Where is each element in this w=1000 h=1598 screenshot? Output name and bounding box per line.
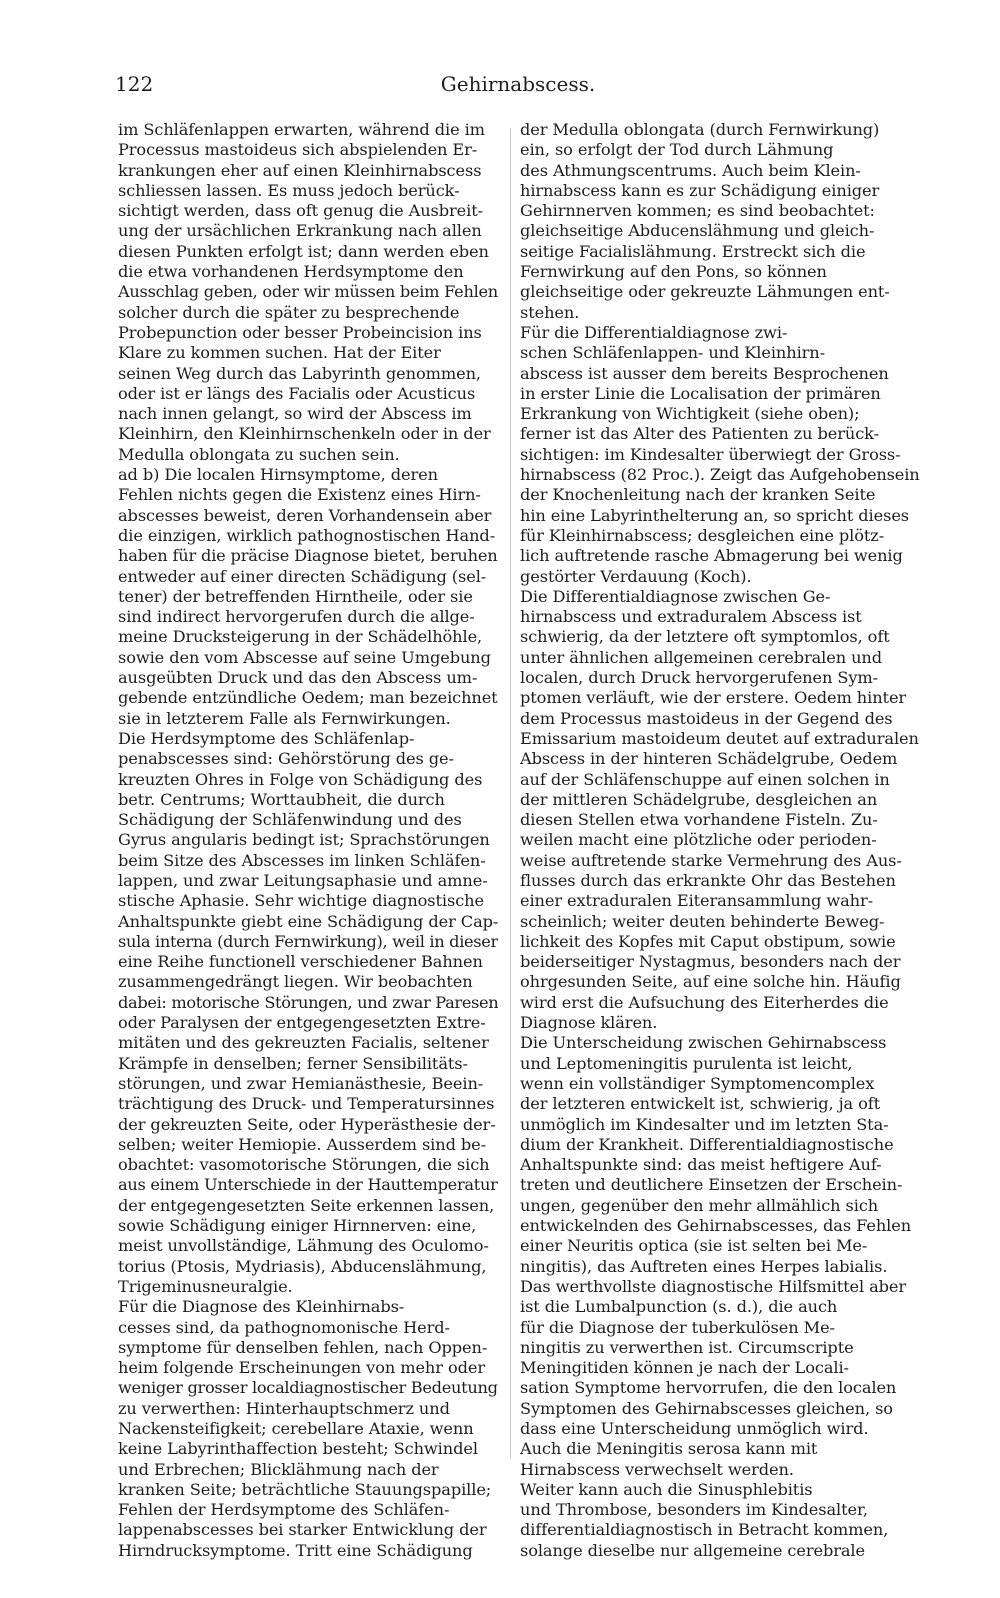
- text-line: Für die Differentialdiagnose zwi-: [520, 322, 788, 342]
- text-line: des Athmungscentrums. Auch beim Klein-: [520, 160, 861, 180]
- text-line: einer extraduralen Eiteransammlung wahr-: [520, 891, 873, 911]
- text-line: die einzigen, wirklich pathognostischen Hand-: [118, 525, 496, 545]
- text-line: Emissarium mastoideum deutet auf extraduralen: [520, 728, 919, 748]
- text-line: der Knochenleitung nach der kranken Seite: [520, 485, 876, 505]
- text-line: oder ist er längs des Facialis oder Acusticus: [118, 383, 476, 403]
- text-line: hirnabscess kann es zur Schädigung einiger: [520, 180, 880, 200]
- text-line: sowie Schädigung einiger Hirnnerven: eine,: [118, 1216, 477, 1236]
- text-line: sation Symptome hervorrufen, die den localen: [520, 1378, 897, 1398]
- text-line: ungen, gegenüber den mehr allmählich sich: [520, 1195, 879, 1215]
- text-line: dass eine Unterscheidung unmöglich wird.: [520, 1419, 869, 1438]
- text-line: selben; weiter Hemiopie. Ausserdem sind be-: [118, 1134, 487, 1154]
- text-line: symptome für denselben fehlen, nach Oppen-: [118, 1337, 488, 1357]
- text-line: sind indirect hervorgerufen durch die allge-: [118, 607, 475, 627]
- text-line: Abscess in der hinteren Schädelgrube, Oedem: [520, 749, 898, 769]
- text-line: stische Aphasie. Sehr wichtige diagnostische: [118, 891, 484, 911]
- text-line: sichtigen: im Kindesalter überwiegt der Gross-: [520, 444, 901, 464]
- text-line: in erster Linie die Localisation der primären: [520, 383, 881, 403]
- text-line: ausgeübten Druck und das den Abscess um-: [118, 668, 478, 688]
- page-header: [115, 72, 921, 108]
- text-line: Fehlen nichts gegen die Existenz eines Hirn-: [118, 485, 481, 505]
- text-line: Erkrankung von Wichtigkeit (siehe oben);: [520, 404, 860, 424]
- text-line: beim Sitze des Abscesses im linken Schläfen-: [118, 850, 486, 870]
- text-line: Gehirnnerven kommen; es sind beobachtet:: [520, 201, 875, 221]
- text-line: weniger grosser localdiagnostischer Bedeutung: [118, 1378, 498, 1398]
- text-line: Probepunction oder besser Probeincision ins: [118, 322, 482, 342]
- text-line: unmöglich im Kindesalter und im letzten Sta-: [520, 1114, 889, 1134]
- text-line: ung der ursächlichen Erkrankung nach allen: [118, 221, 482, 241]
- text-line: wird erst die Aufsuchung des Eiterherdes die: [520, 992, 889, 1012]
- text-line: der Medulla oblongata (durch Fernwirkung): [520, 120, 880, 139]
- text-line: sie in letzterem Falle als Fernwirkungen.: [118, 708, 451, 728]
- text-line: cesses sind, da pathognomonische Herd-: [118, 1317, 450, 1337]
- text-line: differentialdiagnostisch in Betracht kommen,: [520, 1520, 889, 1540]
- text-line: tener) der betreffenden Hirntheile, oder sie: [118, 586, 473, 606]
- text-line: kranken Seite; beträchtliche Stauungspapille;: [118, 1479, 492, 1499]
- text-line: Hirnabscess verwechselt werden.: [520, 1459, 794, 1479]
- text-line: der mittleren Schädelgrube, desgleichen an: [520, 789, 878, 809]
- text-line: sichtigt werden, dass oft genug die Ausbreit-: [118, 201, 483, 221]
- text-line: Medulla oblongata zu suchen sein.: [118, 444, 400, 464]
- text-line: Die Differentialdiagnose zwischen Ge-: [520, 586, 831, 606]
- text-line: ptomen verläuft, wie der erstere. Oedem hinter: [520, 688, 907, 708]
- text-line: Hirndrucksymptome. Tritt eine Schädigung: [118, 1540, 473, 1560]
- text-line: und Erbrechen; Blicklähmung nach der: [118, 1459, 439, 1479]
- text-line: beiderseitiger Nystagmus, besonders nach der: [520, 952, 901, 972]
- text-line: für Kleinhirnabscess; desgleichen eine plötz-: [520, 525, 885, 545]
- text-line: weise auftretende starke Vermehrung des Aus-: [520, 850, 902, 870]
- text-line: dabei: motorische Störungen, und zwar Paresen: [118, 992, 498, 1012]
- text-line: Diagnose klären.: [520, 1013, 658, 1033]
- text-line: obachtet: vasomotorische Störungen, die sich: [118, 1155, 490, 1175]
- text-line: Die Herdsymptome des Schläfenlap-: [118, 728, 415, 748]
- text-line: Ausschlag geben, oder wir müssen beim Fehlen: [118, 282, 498, 302]
- text-line: Schädigung der Schläfenwindung und des: [118, 810, 462, 830]
- text-line: Processus mastoideus sich abspielenden Er-: [118, 140, 478, 160]
- text-line: diesen Stellen etwa vorhandene Fisteln. Zu-: [520, 810, 878, 830]
- text-line: ferner ist das Alter des Patienten zu berück-: [520, 424, 879, 444]
- text-line: Fernwirkung auf den Pons, so können: [520, 262, 827, 282]
- text-line: Auch die Meningitis serosa kann mit: [520, 1439, 818, 1459]
- text-line: treten und deutlichere Einsetzen der Erschein-: [520, 1175, 903, 1195]
- text-line: und Thrombose, besonders im Kindesalter,: [520, 1500, 868, 1520]
- text-line: mitäten und des gekreuzten Facialis, seltener: [118, 1033, 489, 1053]
- text-line: gleichseitige Abducenslähmung und gleich-: [520, 221, 875, 241]
- text-line: für die Diagnose der tuberkulösen Me-: [520, 1317, 835, 1337]
- text-line: keine Labyrinthaffection besteht; Schwindel: [118, 1439, 478, 1459]
- text-line: lich auftretende rasche Abmagerung bei wenig: [520, 546, 903, 566]
- text-line: schen Schläfenlappen- und Kleinhirn-: [520, 343, 825, 363]
- text-line: meist unvollständige, Lähmung des Oculomo-: [118, 1236, 489, 1256]
- text-line: oder Paralysen der entgegengesetzten Extre-: [118, 1013, 486, 1033]
- text-line: Anhaltspunkte sind: das meist heftigere Auf-: [520, 1155, 882, 1175]
- text-line: torius (Ptosis, Mydriasis), Abducenslähmung,: [118, 1256, 487, 1276]
- text-line: eine Reihe functionell verschiedener Bahnen: [118, 952, 483, 972]
- text-line: lichkeit des Kopfes mit Caput obstipum, sowie: [520, 931, 896, 951]
- text-line: aus einem Unterschiede in der Hauttemperatur: [118, 1175, 498, 1195]
- text-line: ningitis zu verwerthen ist. Circumscripte: [520, 1337, 854, 1357]
- text-line: abscess ist ausser dem bereits Besprochenen: [520, 363, 889, 383]
- text-line: hirnabscess und extraduralem Abscess ist: [520, 607, 862, 627]
- text-line: lappen, und zwar Leitungsaphasie und amne-: [118, 870, 488, 890]
- text-line: haben für die präcise Diagnose bietet, beruhen: [118, 546, 498, 566]
- text-line: zusammengedrängt liegen. Wir beobachten: [118, 972, 473, 992]
- text-line: hirnabscess (82 Proc.). Zeigt das Aufgehobensein: [520, 465, 920, 485]
- text-line: zu verwerthen: Hinterhauptschmerz und: [118, 1398, 450, 1418]
- text-line: Kleinhirn, den Kleinhirnschenkeln oder in der: [118, 424, 491, 444]
- text-line: hin eine Labyrinthelterung an, so spricht dieses: [520, 505, 910, 525]
- text-line: Krämpfe in denselben; ferner Sensibilitäts-: [118, 1053, 468, 1073]
- text-line: im Schläfenlappen erwarten, während die im: [118, 120, 485, 139]
- text-line: Fehlen der Herdsymptome des Schläfen-: [118, 1500, 450, 1520]
- running-title: Gehirnabscess.: [440, 72, 596, 96]
- text-line: scheinlich; weiter deuten behinderte Beweg-: [520, 911, 885, 931]
- text-line: weilen macht eine plötzliche oder perioden-: [520, 830, 877, 850]
- text-line: nach innen gelangt, so wird der Abscess im: [118, 404, 472, 424]
- text-line: seinen Weg durch das Labyrinth genommen,: [118, 363, 481, 383]
- text-line: sowie den vom Abscesse auf seine Umgebung: [118, 647, 491, 667]
- text-line: stehen.: [520, 302, 580, 322]
- text-line: localen, durch Druck hervorgerufenen Sym-: [520, 668, 879, 688]
- page-number: 122: [115, 72, 154, 96]
- text-line: flusses durch das erkrankte Ohr das Bestehen: [520, 870, 896, 890]
- text-line: Die Unterscheidung zwischen Gehirnabscess: [520, 1033, 887, 1053]
- text-line: ist die Lumbalpunction (s. d.), die auch: [520, 1297, 838, 1317]
- text-line: seitige Facialislähmung. Erstreckt sich die: [520, 241, 866, 261]
- text-line: Symptomen des Gehirnabscesses gleichen, so: [520, 1398, 893, 1418]
- text-line: Meningitiden können je nach der Locali-: [520, 1358, 849, 1378]
- text-line: und Leptomeningitis purulenta ist leicht,: [520, 1053, 853, 1073]
- text-line: die etwa vorhandenen Herdsymptome den: [118, 262, 464, 282]
- text-line: der letzteren entwickelt ist, schwierig, ja oft: [520, 1094, 881, 1114]
- text-line: der entgegengesetzten Seite erkennen lassen,: [118, 1195, 495, 1215]
- text-line: störungen, und zwar Hemianästhesie, Beein-: [118, 1073, 484, 1093]
- text-line: wenn ein vollständiger Symptomencomplex: [520, 1073, 875, 1093]
- text-line: solcher durch die später zu besprechende: [118, 302, 460, 322]
- text-line: Nackensteifigkeit; cerebellare Ataxie, wenn: [118, 1419, 474, 1438]
- text-line: gebende entzündliche Oedem; man bezeichnet: [118, 688, 498, 708]
- text-line: betr. Centrums; Worttaubheit, die durch: [118, 789, 445, 809]
- text-line: dem Processus mastoideus in der Gegend des: [520, 708, 893, 728]
- text-line: diesen Punkten erfolgt ist; dann werden eben: [118, 241, 489, 261]
- text-line: Das werthvollste diagnostische Hilfsmittel aber: [520, 1276, 907, 1296]
- text-line: penabscesses sind: Gehörstörung des ge-: [118, 749, 454, 769]
- text-line: meine Drucksteigerung in der Schädelhöhle,: [118, 627, 483, 647]
- text-line: ad b) Die localen Hirnsymptome, deren: [118, 465, 438, 485]
- text-line: kreuzten Ohres in Folge von Schädigung des: [118, 769, 483, 789]
- text-line: Anhaltspunkte giebt eine Schädigung der Cap-: [118, 911, 498, 931]
- text-line: Trigeminusneuralgie.: [118, 1276, 293, 1296]
- text-line: ningitis), das Auftreten eines Herpes labialis.: [520, 1256, 888, 1276]
- text-line: schliessen lassen. Es muss jedoch berück-: [118, 180, 460, 200]
- text-line: sula interna (durch Fernwirkung), weil in dieser: [118, 931, 498, 951]
- text-line: Weiter kann auch die Sinusphlebitis: [520, 1479, 813, 1499]
- text-line: ein, so erfolgt der Tod durch Lähmung: [520, 140, 834, 160]
- column-rule: [510, 128, 511, 1458]
- text-line: gestörter Verdauung (Koch).: [520, 566, 752, 586]
- text-line: lappenabscesses bei starker Entwicklung der: [118, 1520, 487, 1540]
- text-line: der gekreuzten Seite, oder Hyperästhesie der-: [118, 1114, 496, 1134]
- text-line: entweder auf einer directen Schädigung (sel-: [118, 566, 487, 586]
- text-line: abscesses beweist, deren Vorhandensein aber: [118, 505, 492, 525]
- text-line: trächtigung des Druck- und Temperatursinnes: [118, 1094, 495, 1114]
- text-line: einer Neuritis optica (sie ist selten bei Me-: [520, 1236, 868, 1256]
- text-line: schwierig, da der letztere oft symptomlos, oft: [520, 627, 890, 647]
- text-line: unter ähnlichen allgemeinen cerebralen und: [520, 647, 883, 667]
- text-line: heim folgende Erscheinungen von mehr oder: [118, 1358, 485, 1378]
- text-line: ohrgesunden Seite, auf eine solche hin. Häufig: [520, 972, 901, 992]
- text-line: gleichseitige oder gekreuzte Lähmungen ent-: [520, 282, 890, 302]
- text-line: Für die Diagnose des Kleinhirnabs-: [118, 1297, 405, 1317]
- right-column: [520, 120, 920, 1570]
- text-line: auf der Schläfenschuppe auf einen solchen in: [520, 769, 890, 789]
- text-line: Gyrus angularis bedingt ist; Sprachstörungen: [118, 830, 490, 850]
- text-line: Klare zu kommen suchen. Hat der Eiter: [118, 343, 441, 363]
- text-line: entwickelnden des Gehirnabscesses, das Fehlen: [520, 1216, 912, 1236]
- text-line: krankungen eher auf einen Kleinhirnabscess: [118, 160, 482, 180]
- text-line: dium der Krankheit. Differentialdiagnostische: [520, 1134, 894, 1154]
- text-line: solange dieselbe nur allgemeine cerebrale: [520, 1540, 865, 1560]
- left-column: [118, 120, 498, 1570]
